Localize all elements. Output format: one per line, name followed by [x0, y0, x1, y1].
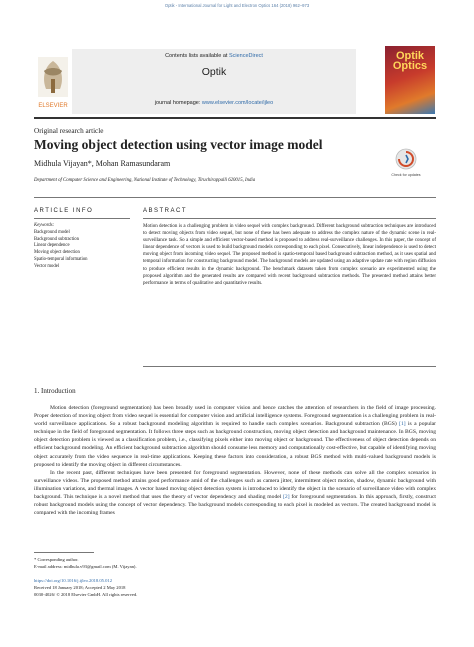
- abstract-rule: [143, 218, 436, 219]
- paragraph-text: Motion detection (foreground segmentation) has been broadly used in computer vision and hence catches the attention of researchers in the field of image processing. Proper detection of moving object from video sequel is essential for computer vision and artificial intelligence systems. Foreground segmentation is a challenging problem in real-world surveillance applications. So a robust background modeling algorithm is required to handle such complex scenarios. Background subtraction (BGS): [34, 405, 436, 428]
- homepage-prefix: journal homepage:: [154, 100, 202, 106]
- issn-copyright: 0030-4026/ © 2018 Elsevier GmbH. All rights reserved.: [34, 591, 138, 597]
- introduction-heading: 1. Introduction: [34, 387, 76, 395]
- keyword-item: Moving object detection: [34, 250, 80, 256]
- received-dates: Received 18 January 2018; Accepted 2 May 2018: [34, 584, 126, 590]
- article-info-rule: [34, 218, 130, 219]
- contents-prefix: Contents lists available at: [165, 53, 229, 59]
- keywords-list: [34, 223, 134, 271]
- body-text: [34, 404, 436, 517]
- article-info-heading: ARTICLE INFO: [34, 208, 94, 214]
- paragraph: [34, 404, 436, 469]
- publication-info: [34, 578, 436, 598]
- footnote-rule: [34, 552, 94, 553]
- header-rule: [34, 117, 436, 119]
- sciencedirect-link[interactable]: ScienceDirect: [228, 53, 263, 59]
- corresponding-author-note: * Corresponding author.: [34, 557, 79, 562]
- keyword-item: Linear dependence: [34, 243, 70, 249]
- doi-link[interactable]: https://doi.org/10.1016/j.ijleo.2018.05.012: [34, 578, 113, 583]
- paragraph-text: for foreground segmentation. In this approach, firstly, construct robust background models using the concept of vector dependency. The background models corresponding to each pixel is modeled as vectors. The created background model is compared with the incoming frames: [34, 494, 436, 517]
- contents-line: [72, 53, 356, 59]
- abstract-text: Motion detection is a challenging problem in video sequel with complex background. Different background subtraction techniques are introduced to detect moving objects from video sequel, but none of these has been adequate to address the complex nature of the dynamic scene in real-surveillance task. So a simple and efficient vector-based method is proposed to address real-surveillance challenges. In this paper, the concept of linear dependence of vectors is used to build background models corresponding to each pixel. Consecutively, linear independence is used to detect moving object from incoming video sequel. The proposed method is spatio-temporal based background subtraction method, as it uses spatial and temporal information for constructing background model. The background models are updated using an adaptive update rate with region diffusion to produce efficient results in the dynamic background. The benchmark datasets taken from complex scenario are experimented using the proposed algorithm and the generated results are compared with recent background subtraction methods. The presented method attains better performance in terms of qualitative and quantitative results.: [143, 224, 436, 286]
- article-title: Moving object detection using vector image model: [34, 137, 323, 152]
- elsevier-logo: [34, 49, 72, 114]
- article-type: Original research article: [34, 127, 104, 135]
- citation-link[interactable]: [1]: [399, 421, 406, 428]
- abstract-heading: ABSTRACT: [143, 208, 188, 214]
- journal-homepage: [72, 100, 356, 106]
- check-for-updates-icon[interactable]: [386, 146, 426, 182]
- homepage-link[interactable]: www.elsevier.com/locate/ijleo: [201, 100, 274, 106]
- paragraph-text: In the recent past, different techniques have been presented for foreground segmentation. However, none of these methods can solve all the complex scenarios in surveillance videos. The proposed method attains good performance amid of the challenges such as camera jitter, intermittent object motion, shadow, dynamic background with illumination variations, and thermal images. A vector based moving object detection system is introduced to identify the object in the scenario of surveillance video with complex background. This technique is a novel method that uses the theory of vector dependency and shading model: [34, 469, 436, 501]
- email-note: E-mail address: midhula.v93@gmail.com (M. Vijayan).: [34, 563, 137, 569]
- keyword-item: Vector model: [34, 263, 60, 269]
- check-updates-label: Check for updates: [391, 173, 421, 177]
- affiliation: Department of Computer Science and Engineering, National Institute of Technology, Tiruchirappalli 620015, India: [34, 178, 256, 183]
- paragraph-text: is a popular technique in the field of foreground segmentation. It follows three steps such as background construction, moving object detection and background maintenance. In BGS, moving object detection problem is viewed as a classification problem, i.e., classifying pixels either into moving object or background. The effectiveness of object detection depends on efficient background modeling. An efficient background subtraction algorithm should consume less memory and computationally cost-effective, but capable of identifying moving object accurately from the video sequence in real-time applications. Keeping these factors into consideration, a robust BGS method with multi-valued background models is proposed to identify the moving object in different circumstances.: [34, 421, 436, 468]
- cover-title: Optik Optics: [392, 50, 428, 72]
- abstract-bottom-rule: [143, 366, 436, 367]
- keyword-item: Background subtraction: [34, 236, 79, 242]
- citation-link[interactable]: [2]: [283, 494, 290, 501]
- elsevier-wordmark: ELSEVIER: [38, 103, 68, 109]
- section-rule: [34, 197, 436, 198]
- journal-reference: Optik - International Journal for Light and Electron Optics 164 (2018) 962–973: [164, 3, 310, 8]
- footnote: [34, 557, 436, 570]
- journal-name: Optik: [201, 66, 227, 78]
- keyword-item: Background model: [34, 229, 70, 235]
- authors: Midhula Vijayan*, Mohan Ramasundaram: [34, 159, 171, 168]
- keyword-item: Spatio-temporal information: [34, 256, 88, 262]
- keywords-label: Keywords:: [34, 223, 55, 228]
- paragraph: [34, 469, 436, 518]
